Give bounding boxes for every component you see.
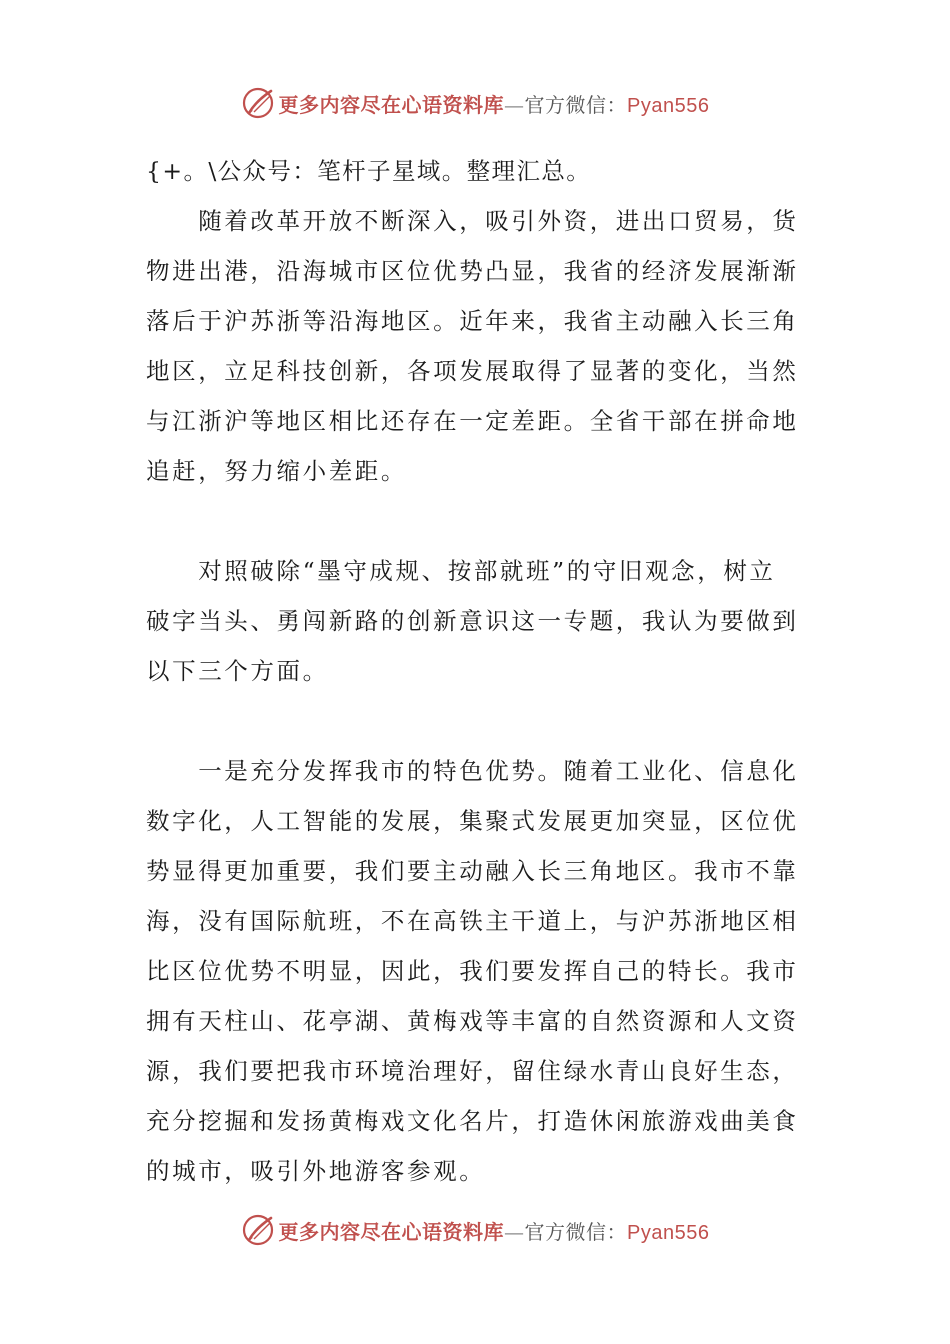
paragraph-3	[146, 746, 806, 1196]
banner-label: 官方微信：	[524, 92, 628, 117]
source-note-line: {+。\公众号：笔杆子星域。整理汇总。	[146, 157, 592, 185]
document-body	[146, 146, 806, 1196]
paragraph-spacer	[146, 496, 806, 546]
banner-wechat-id: Pyan556	[627, 1221, 710, 1244]
paragraph-line: 一是充分发挥我市的特色优势。随着工业化、信息化	[146, 757, 799, 785]
banner-separator: —	[504, 92, 525, 117]
paragraph-line: 充分挖掘和发扬黄梅戏文化名片，打造休闲旅游戏曲美食	[146, 1107, 799, 1135]
banner-wechat-id: Pyan556	[627, 94, 710, 117]
pen-logo-icon	[241, 1213, 275, 1247]
paragraph-2	[146, 546, 806, 696]
banner-text	[279, 1216, 710, 1245]
paragraph-line: 的城市，吸引外地游客参观。	[146, 1157, 486, 1185]
paragraph-line: 对照破除“墨守成规、按部就班”的守旧观念，树立	[146, 557, 776, 585]
paragraph-line: 追赶，努力缩小差距。	[146, 457, 407, 485]
paragraph-line: 破字当头、勇闯新路的创新意识这一专题，我认为要做到	[146, 607, 799, 635]
paragraph-line: 物进出港，沿海城市区位优势凸显，我省的经济发展渐渐	[146, 257, 799, 285]
paragraph-line: 与江浙沪等地区相比还存在一定差距。全省干部在拼命地	[146, 407, 799, 435]
paragraph-line: 落后于沪苏浙等沿海地区。近年来，我省主动融入长三角	[146, 307, 799, 335]
banner-separator: —	[504, 1219, 525, 1244]
paragraph-1	[146, 196, 806, 496]
paragraph-line: 随着改革开放不断深入，吸引外资，进出口贸易，货	[146, 207, 799, 235]
paragraph-line: 比区位优势不明显，因此，我们要发挥自己的特长。我市	[146, 957, 799, 985]
paragraph-spacer	[146, 696, 806, 746]
paragraph-line: 以下三个方面。	[146, 657, 329, 685]
paragraph-line: 源，我们要把我市环境治理好，留住绿水青山良好生态，	[146, 1057, 799, 1085]
pen-logo-icon	[241, 86, 275, 120]
banner-title: 更多内容尽在心语资料库	[278, 1219, 505, 1244]
banner-text	[279, 89, 710, 118]
paragraph-line: 地区，立足科技创新，各项发展取得了显著的变化，当然	[146, 357, 799, 385]
paragraph-line: 拥有天柱山、花亭湖、黄梅戏等丰富的自然资源和人文资	[146, 1007, 799, 1035]
paragraph-line: 势显得更加重要，我们要主动融入长三角地区。我市不靠	[146, 857, 799, 885]
paragraph-line: 数字化，人工智能的发展，集聚式发展更加突显，区位优	[146, 807, 799, 835]
banner-title: 更多内容尽在心语资料库	[278, 92, 505, 117]
banner-label: 官方微信：	[524, 1219, 628, 1244]
paragraph-line: 海，没有国际航班，不在高铁主干道上，与沪苏浙地区相	[146, 907, 799, 935]
footer-watermark-banner	[0, 1210, 950, 1250]
header-watermark-banner	[0, 83, 950, 123]
